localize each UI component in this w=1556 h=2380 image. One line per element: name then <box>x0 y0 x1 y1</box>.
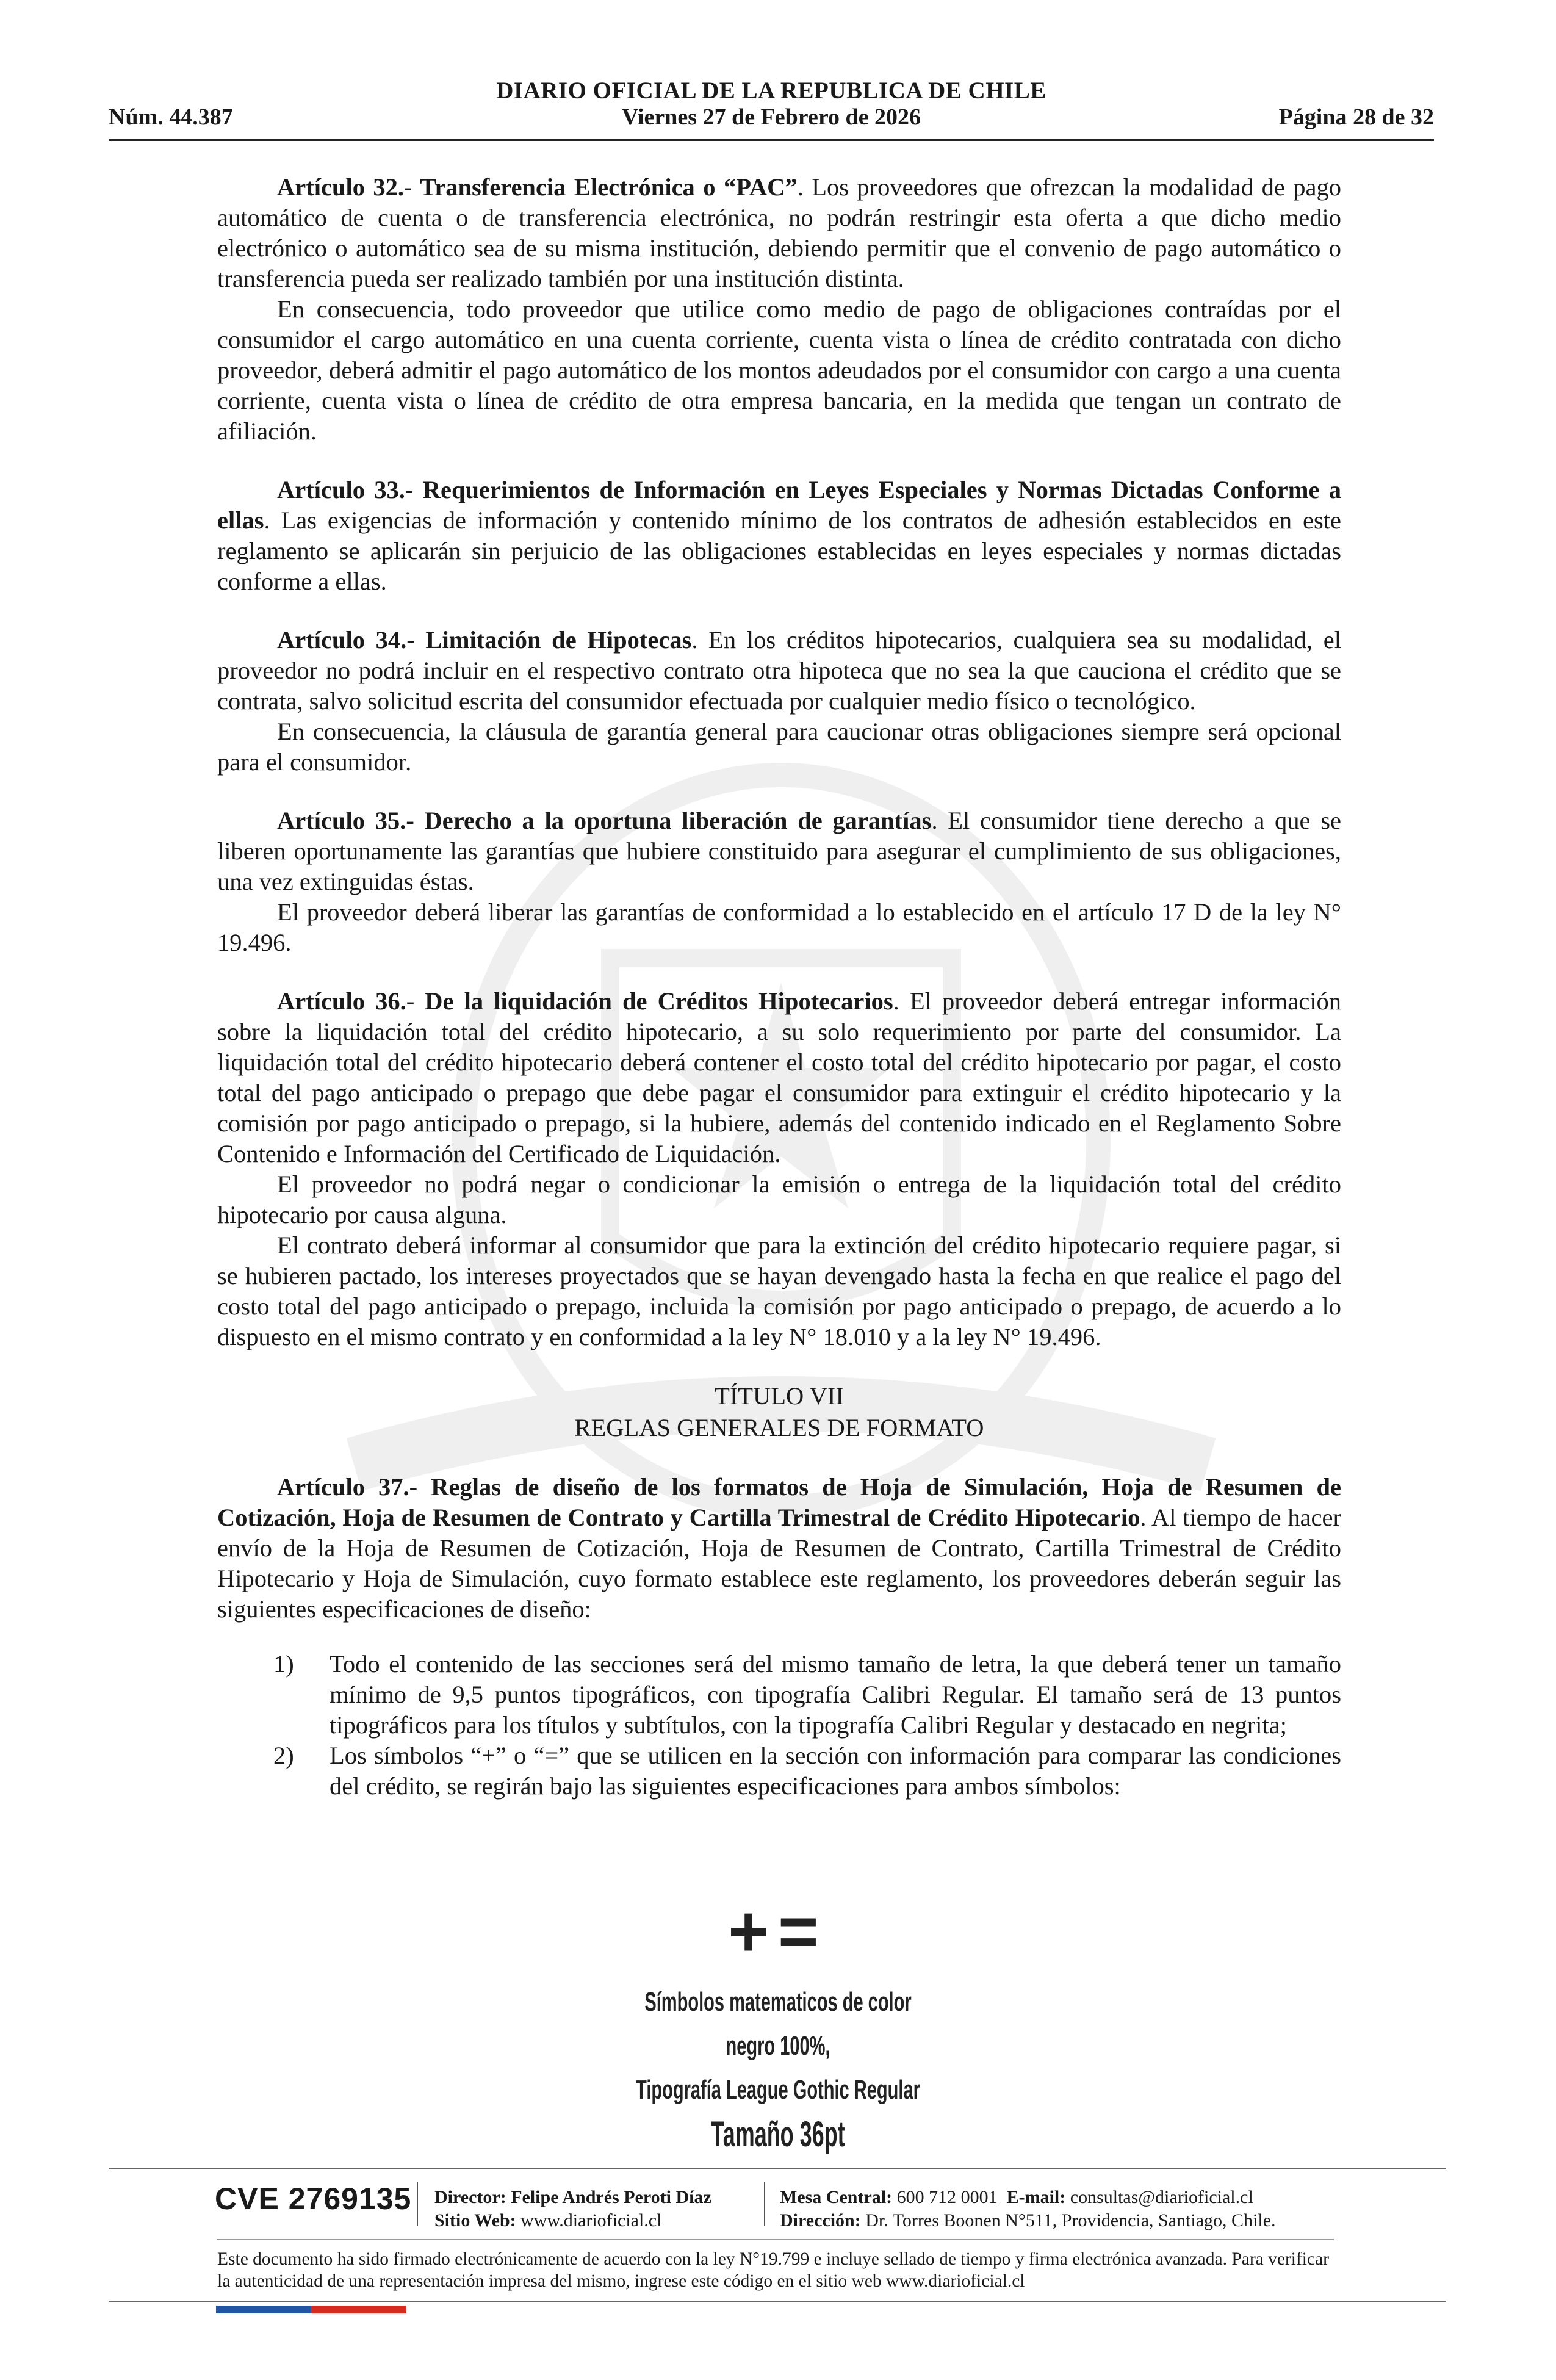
article-text: . El proveedor deberá entregar información sobre la liquidación total del crédito hipotecario, a su solo requerimiento por parte del consumidor. La liquidación total del crédito hipotecario deberá contener el costo total del crédito hipotecario por pagar, el costo total del pago anticipado o prepago que debe pagar el consumidor para extinguir el crédito hipotecario y la comisión por pago anticipado o prepago, si la hubiere, además del contenido indicado en el Reglamento Sobre Contenido e Información del Certificado de Liquidación. <box>217 987 1341 1167</box>
footer-rule-bottom <box>109 2301 1446 2302</box>
phone-number: 600 712 0001 <box>896 2187 998 2207</box>
signature-notice: Este documento ha sido firmado electrónicamente de acuerdo con la ley N°19.799 e incluye sellado de tiempo y firma electrónica avanzada. Para verificar la autenticidad de una representación impresa del mismo, ingrese este código en el sitio web www.diarioficial.cl <box>217 2249 1329 2291</box>
website-link[interactable]: www.diarioficial.cl <box>520 2210 662 2230</box>
director-name: Felipe Andrés Peroti Díaz <box>511 2187 711 2207</box>
list-item-text: Todo el contenido de las secciones será del mismo tamaño de letra, la que deberá tener un tamaño mínimo de 9,5 puntos tipográficos, con tipografía Calibri Regular. El tamaño será de 13 puntos tipográficos para los títulos y subtítulos, con la tipografía Calibri Regular y destacado en negrita; <box>330 1650 1341 1739</box>
article-32-paragraph-2: En consecuencia, todo proveedor que utilice como medio de pago de obligaciones contraídas por el consumidor el cargo automático en una cuenta corriente, cuenta vista o línea de crédito contratada con dicho proveedor, deberá admitir el pago automático de los montos adeudados por el consumidor con cargo a una cuenta corriente, cuenta vista o línea de crédito de otra empresa bancaria, en la medida que tengan un contrato de afiliación. <box>217 295 1341 445</box>
header-rule <box>109 139 1434 141</box>
footer-rule-middle <box>217 2239 1334 2240</box>
footer-contact-block <box>780 2186 1276 2232</box>
list-item-number: 2) <box>273 1742 294 1769</box>
article-text: . Los proveedores que ofrezcan la modalidad de pago automático de cuenta o de transferencia electrónica, no podrán restringir esta oferta a que dicho medio electrónico o automático sea de su misma institución, debiendo permitir que el convenio de pago automático o transferencia pueda ser realizado también por una institución distinta. <box>217 173 1341 292</box>
plus-equals-glyphs: += <box>728 1891 828 1972</box>
article-text: . El consumidor tiene derecho a que se liberen oportunamente las garantías que hubiere constituido para asegurar el cumplimiento de sus obligaciones, una vez extinguidas éstas. <box>217 807 1341 895</box>
page-header <box>109 77 1434 143</box>
symbols-caption-1: Símbolos matematicos de color negro 100%, <box>644 1987 912 2061</box>
article-heading: Artículo 32.- Transferencia Electrónica o “PAC” <box>277 173 798 201</box>
article-heading: Artículo 35.- Derecho a la oportuna liberación de garantías <box>277 807 932 834</box>
footer-director-block <box>434 2186 711 2232</box>
article-heading: Artículo 34.- Limitación de Hipotecas <box>277 626 692 654</box>
cve-code: CVE 2769135 <box>215 2182 412 2216</box>
symbols-specimen <box>549 1891 1007 2157</box>
article-heading: Artículo 36.- De la liquidación de Créditos Hipotecarios <box>277 987 893 1015</box>
article-37 <box>217 1472 1341 1625</box>
article-heading: Artículo 37.- Reglas de diseño de los formatos de Hoja de Simulación, Hoja de Resumen de Cotización, Hoja de Resumen de Contrato y Cartilla Trimestral de Crédito Hipotecario <box>217 1473 1341 1531</box>
phone-label: Mesa Central: <box>780 2187 893 2207</box>
article-36-paragraph-2: El proveedor no podrá negar o condicionar la emisión o entrega de la liquidación total del crédito hipotecario por causa alguna. <box>217 1170 1341 1228</box>
title-number: TÍTULO VII <box>715 1382 844 1410</box>
flag-stripe-red <box>311 2306 406 2313</box>
email-link[interactable]: consultas@diarioficial.cl <box>1070 2187 1253 2207</box>
article-35-paragraph-2: El proveedor deberá liberar las garantías de conformidad a lo establecido en el artículo 17 D de la ley N° 19.496. <box>217 898 1341 956</box>
title-name: REGLAS GENERALES DE FORMATO <box>574 1414 984 1441</box>
symbols-caption-3: Tamaño 36pt <box>711 2115 845 2154</box>
footer-rule-top <box>109 2168 1446 2169</box>
address-label: Dirección: <box>780 2210 861 2230</box>
article-heading: Artículo 33.- Requerimientos de Información en Leyes Especiales y Normas Dictadas Conforme a ellas <box>217 476 1341 534</box>
newspaper-title: DIARIO OFICIAL DE LA REPUBLICA DE CHILE <box>496 78 1046 104</box>
spec-list <box>217 1649 1341 1801</box>
article-34 <box>217 625 1341 716</box>
page-number: Página 28 de 32 <box>1278 104 1434 130</box>
list-item-text: Los símbolos “+” o “=” que se utilicen en la sección con información para comparar las condiciones del crédito, se regirán bajo las siguientes especificaciones para ambos símbolos: <box>330 1742 1341 1800</box>
article-34-paragraph-2: En consecuencia, la cláusula de garantía general para caucionar otras obligaciones siempre será opcional para el consumidor. <box>217 718 1341 776</box>
footer-divider <box>417 2182 418 2226</box>
article-36 <box>217 986 1341 1169</box>
article-32 <box>217 172 1341 294</box>
issue-number: Núm. 44.387 <box>109 104 233 130</box>
article-text: . En los créditos hipotecarios, cualquiera sea su modalidad, el proveedor no podrá incluir en el respectivo contrato otra hipoteca que no sea la que cauciona el crédito que se contrata, salvo solicitud escrita del consumidor efectuada por cualquier medio físico o tecnológico. <box>217 626 1341 715</box>
article-36-paragraph-3: El contrato deberá informar al consumidor que para la extinción del crédito hipotecario requiere pagar, si se hubieren pactado, los intereses proyectados que se hayan devengado hasta la fecha en que realice el pago del costo total del pago anticipado o prepago, incluida la comisión por pago anticipado o prepago, de acuerdo a lo dispuesto en el mismo contrato y en conformidad a la ley N° 18.010 y a la ley N° 19.496. <box>217 1231 1341 1350</box>
director-label: Director: <box>434 2187 506 2207</box>
email-label: E-mail: <box>1006 2187 1066 2207</box>
list-item <box>217 1649 1341 1740</box>
website-label: Sitio Web: <box>434 2210 516 2230</box>
article-text: . Al tiempo de hacer envío de la Hoja de Resumen de Cotización, Hoja de Resumen de Contrato, Cartilla Trimestral de Crédito Hipotecario y Hoja de Simulación, cuyo formato establece este reglamento, los proveedores deberán seguir las siguientes especificaciones de diseño: <box>217 1504 1341 1623</box>
address-text: Dr. Torres Boonen N°511, Providencia, Santiago, Chile. <box>865 2210 1276 2230</box>
list-item <box>217 1740 1341 1801</box>
footer-divider <box>764 2182 765 2226</box>
section-title <box>217 1380 1341 1444</box>
article-text: . Las exigencias de información y contenido mínimo de los contratos de adhesión establecidos en este reglamento se aplicarán sin perjuicio de las obligaciones establecidas en leyes especiales y normas dictadas conforme a ellas. <box>217 507 1341 595</box>
list-item-number: 1) <box>273 1650 294 1678</box>
article-33 <box>217 475 1341 597</box>
flag-stripe-blue <box>216 2306 311 2313</box>
document-body <box>217 172 1341 1801</box>
symbols-caption-2: Tipografía League Gothic Regular <box>636 2075 920 2105</box>
article-35 <box>217 806 1341 897</box>
issue-date: Viernes 27 de Febrero de 2026 <box>621 104 921 130</box>
